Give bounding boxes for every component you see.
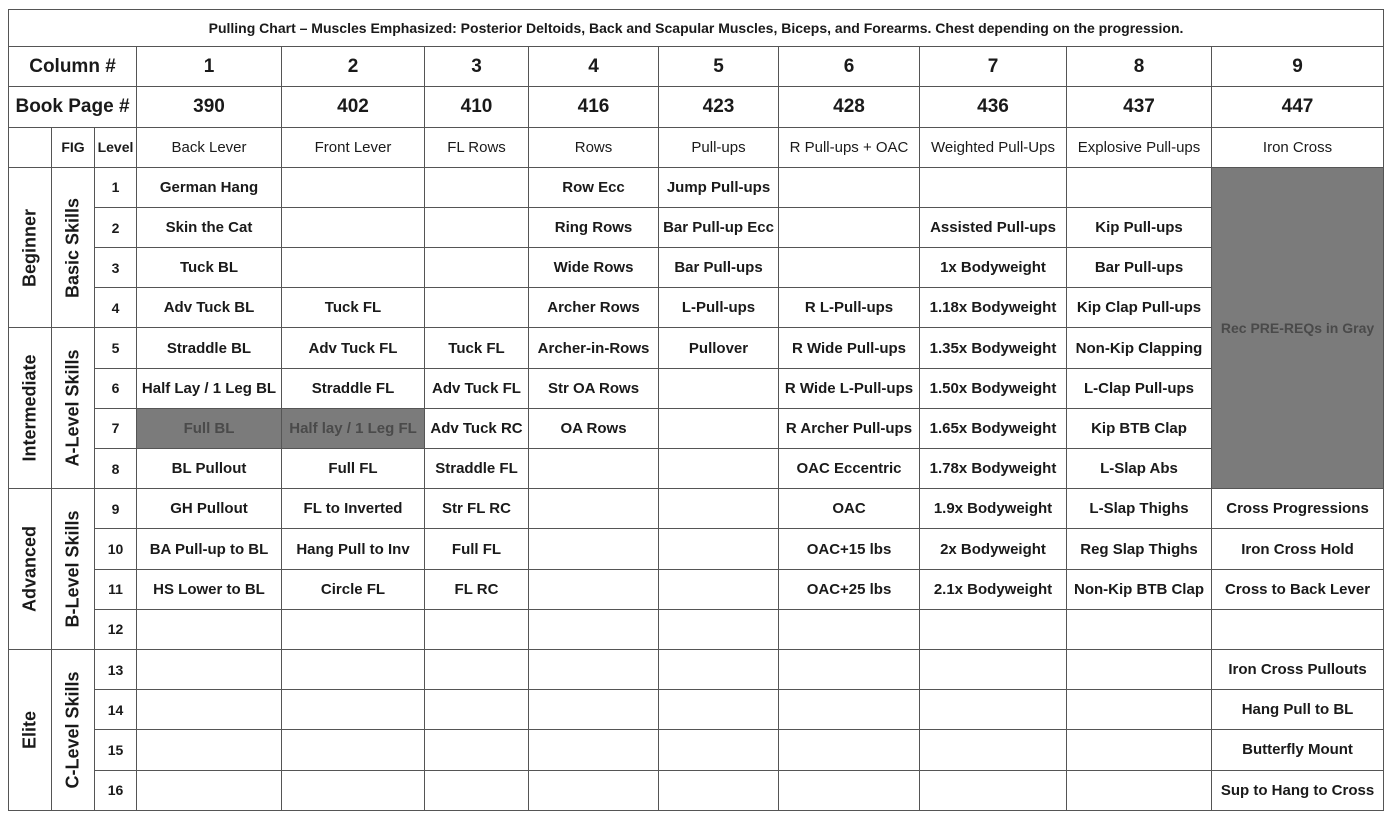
skill-cell: 1.35x Bodyweight [920, 328, 1067, 368]
skill-cell [425, 649, 529, 689]
skill-cell: OAC+15 lbs [779, 529, 920, 569]
skill-level-label: Basic Skills [62, 197, 83, 298]
skill-cell [529, 529, 659, 569]
skill-cell [1067, 167, 1212, 207]
skill-cell: Hang Pull to BL [1212, 690, 1384, 730]
skill-column-header: Iron Cross [1212, 127, 1384, 167]
skill-cell: Non-Kip Clapping [1067, 328, 1212, 368]
difficulty-label: Beginner [19, 208, 40, 287]
skill-level-band [52, 649, 95, 810]
level-number: 13 [95, 649, 137, 689]
book-page-number: 428 [779, 87, 920, 127]
skill-cell: Skin the Cat [137, 207, 282, 247]
column-number: 8 [1067, 47, 1212, 87]
book-page-number: 436 [920, 87, 1067, 127]
skill-cell: Half Lay / 1 Leg BL [137, 368, 282, 408]
skill-cell [137, 690, 282, 730]
skill-level-band [52, 489, 95, 650]
level-number: 8 [95, 449, 137, 489]
skill-cell: Kip Clap Pull-ups [1067, 288, 1212, 328]
level-number: 3 [95, 248, 137, 288]
skill-cell [920, 690, 1067, 730]
level-number: 16 [95, 770, 137, 810]
skill-cell [779, 770, 920, 810]
skill-cell: OAC+25 lbs [779, 569, 920, 609]
skill-cell [282, 649, 425, 689]
level-number: 2 [95, 207, 137, 247]
skill-level-band [52, 167, 95, 328]
skill-cell: BL Pullout [137, 449, 282, 489]
skill-cell: Hang Pull to Inv [282, 529, 425, 569]
column-number: 2 [282, 47, 425, 87]
skill-cell [779, 609, 920, 649]
skill-cell [779, 167, 920, 207]
book-page-number: 390 [137, 87, 282, 127]
difficulty-band [9, 649, 52, 810]
skill-cell [920, 649, 1067, 689]
difficulty-label: Elite [19, 710, 40, 749]
skill-cell: L-Pull-ups [659, 288, 779, 328]
skill-cell [425, 248, 529, 288]
skill-cell: Cross to Back Lever [1212, 569, 1384, 609]
skill-cell [425, 288, 529, 328]
skill-cell: Bar Pull-ups [659, 248, 779, 288]
skill-cell: FL to Inverted [282, 489, 425, 529]
skill-cell [425, 207, 529, 247]
skill-cell [529, 730, 659, 770]
skill-cell: Str FL RC [425, 489, 529, 529]
column-number: 1 [137, 47, 282, 87]
skill-column-header: R Pull-ups + OAC [779, 127, 920, 167]
skill-cell: Butterfly Mount [1212, 730, 1384, 770]
skill-cell: Row Ecc [529, 167, 659, 207]
skill-cell: Adv Tuck BL [137, 288, 282, 328]
skill-cell [1067, 730, 1212, 770]
skill-cell [529, 489, 659, 529]
level-number: 10 [95, 529, 137, 569]
skill-cell [425, 167, 529, 207]
skill-cell: Bar Pull-ups [1067, 248, 1212, 288]
level-number: 14 [95, 690, 137, 730]
level-number: 6 [95, 368, 137, 408]
skill-cell [920, 730, 1067, 770]
book-page-number: 416 [529, 87, 659, 127]
skill-cell: 1.78x Bodyweight [920, 449, 1067, 489]
skill-cell: Reg Slap Thighs [1067, 529, 1212, 569]
level-number: 1 [95, 167, 137, 207]
level-label: Level [95, 127, 137, 167]
prereq-note-cell: Rec PRE-REQs in Gray [1212, 167, 1384, 489]
skill-cell: Adv Tuck RC [425, 408, 529, 448]
skill-cell: Archer-in-Rows [529, 328, 659, 368]
skill-cell [137, 649, 282, 689]
level-number: 9 [95, 489, 137, 529]
skill-cell: Kip BTB Clap [1067, 408, 1212, 448]
level-number: 7 [95, 408, 137, 448]
skill-cell [137, 609, 282, 649]
skill-cell: 2x Bodyweight [920, 529, 1067, 569]
skill-cell [659, 690, 779, 730]
skill-cell: Ring Rows [529, 207, 659, 247]
skill-cell [529, 690, 659, 730]
skill-cell [529, 569, 659, 609]
skill-level-label: C-Level Skills [62, 671, 83, 789]
fig-label: FIG [52, 127, 95, 167]
skill-cell: OA Rows [529, 408, 659, 448]
skill-cell: R L-Pull-ups [779, 288, 920, 328]
skill-cell [779, 649, 920, 689]
column-number-label: Column # [9, 47, 137, 87]
book-page-number: 410 [425, 87, 529, 127]
pulling-chart-table [8, 9, 1384, 811]
skill-cell [425, 690, 529, 730]
skill-cell: Circle FL [282, 569, 425, 609]
skill-cell [282, 730, 425, 770]
skill-cell: Tuck FL [425, 328, 529, 368]
skill-level-band [52, 328, 95, 489]
skill-cell: 1x Bodyweight [920, 248, 1067, 288]
skill-cell: Straddle FL [425, 449, 529, 489]
skill-cell [779, 730, 920, 770]
chart-title: Pulling Chart – Muscles Emphasized: Posterior Deltoids, Back and Scapular Muscles, Biceps, and Forearms. Chest depending on the progression. [9, 10, 1384, 47]
level-number: 11 [95, 569, 137, 609]
skill-cell: Cross Progressions [1212, 489, 1384, 529]
skill-cell [659, 449, 779, 489]
skill-cell: OAC Eccentric [779, 449, 920, 489]
skill-cell [1067, 649, 1212, 689]
skill-cell: Sup to Hang to Cross [1212, 770, 1384, 810]
column-number: 9 [1212, 47, 1384, 87]
skill-cell: Kip Pull-ups [1067, 207, 1212, 247]
difficulty-band [9, 167, 52, 328]
skill-level-label: A-Level Skills [62, 349, 83, 467]
skill-cell [659, 368, 779, 408]
difficulty-band [9, 328, 52, 489]
difficulty-label: Advanced [19, 526, 40, 613]
skill-cell [920, 770, 1067, 810]
skill-cell [425, 770, 529, 810]
skill-cell: R Wide L-Pull-ups [779, 368, 920, 408]
skill-cell [282, 690, 425, 730]
skill-cell [659, 569, 779, 609]
skill-cell: Straddle FL [282, 368, 425, 408]
skill-column-header: Front Lever [282, 127, 425, 167]
column-number: 5 [659, 47, 779, 87]
book-page-number: 447 [1212, 87, 1384, 127]
skill-cell: L-Clap Pull-ups [1067, 368, 1212, 408]
skill-cell [1067, 690, 1212, 730]
skill-column-header: Weighted Pull-Ups [920, 127, 1067, 167]
skill-cell [1212, 609, 1384, 649]
skill-cell [137, 770, 282, 810]
skill-cell: Tuck BL [137, 248, 282, 288]
skill-cell: Archer Rows [529, 288, 659, 328]
skill-cell [779, 207, 920, 247]
skill-cell [282, 609, 425, 649]
skill-cell [920, 609, 1067, 649]
skill-column-header: Pull-ups [659, 127, 779, 167]
skill-cell: Full BL [137, 408, 282, 448]
column-number: 7 [920, 47, 1067, 87]
blank-corner [9, 127, 52, 167]
skill-cell: Pullover [659, 328, 779, 368]
difficulty-label: Intermediate [19, 354, 40, 462]
skill-cell: L-Slap Thighs [1067, 489, 1212, 529]
skill-cell: L-Slap Abs [1067, 449, 1212, 489]
skill-cell [920, 167, 1067, 207]
skill-cell: Str OA Rows [529, 368, 659, 408]
skill-cell: Tuck FL [282, 288, 425, 328]
skill-column-header: Rows [529, 127, 659, 167]
skill-cell [282, 167, 425, 207]
skill-cell: 2.1x Bodyweight [920, 569, 1067, 609]
level-number: 4 [95, 288, 137, 328]
skill-cell: Iron Cross Hold [1212, 529, 1384, 569]
skill-cell: Bar Pull-up Ecc [659, 207, 779, 247]
book-page-label: Book Page # [9, 87, 137, 127]
book-page-number: 402 [282, 87, 425, 127]
column-number: 3 [425, 47, 529, 87]
skill-cell: Full FL [282, 449, 425, 489]
skill-level-label: B-Level Skills [62, 510, 83, 628]
column-number: 6 [779, 47, 920, 87]
skill-cell: GH Pullout [137, 489, 282, 529]
skill-cell: Half lay / 1 Leg FL [282, 408, 425, 448]
skill-cell [1067, 770, 1212, 810]
skill-cell [282, 207, 425, 247]
skill-cell [779, 690, 920, 730]
book-page-number: 423 [659, 87, 779, 127]
skill-cell [137, 730, 282, 770]
skill-cell: R Archer Pull-ups [779, 408, 920, 448]
skill-cell [529, 449, 659, 489]
skill-cell [425, 609, 529, 649]
skill-cell: German Hang [137, 167, 282, 207]
skill-cell: HS Lower to BL [137, 569, 282, 609]
skill-column-header: FL Rows [425, 127, 529, 167]
skill-cell: Adv Tuck FL [425, 368, 529, 408]
skill-cell: 1.9x Bodyweight [920, 489, 1067, 529]
skill-cell: Iron Cross Pullouts [1212, 649, 1384, 689]
skill-cell [659, 489, 779, 529]
skill-cell: Jump Pull-ups [659, 167, 779, 207]
skill-cell [659, 730, 779, 770]
level-number: 5 [95, 328, 137, 368]
skill-cell: 1.50x Bodyweight [920, 368, 1067, 408]
skill-cell [1067, 609, 1212, 649]
skill-cell: FL RC [425, 569, 529, 609]
skill-cell: Wide Rows [529, 248, 659, 288]
skill-cell: Assisted Pull-ups [920, 207, 1067, 247]
skill-cell [529, 649, 659, 689]
column-number: 4 [529, 47, 659, 87]
skill-cell: Non-Kip BTB Clap [1067, 569, 1212, 609]
skill-cell [659, 649, 779, 689]
skill-cell [425, 730, 529, 770]
skill-cell: OAC [779, 489, 920, 529]
skill-cell [529, 770, 659, 810]
skill-cell [659, 408, 779, 448]
skill-cell [659, 529, 779, 569]
skill-cell: R Wide Pull-ups [779, 328, 920, 368]
skill-cell: 1.18x Bodyweight [920, 288, 1067, 328]
skill-cell [659, 609, 779, 649]
skill-cell [282, 248, 425, 288]
skill-column-header: Back Lever [137, 127, 282, 167]
level-number: 15 [95, 730, 137, 770]
skill-cell: BA Pull-up to BL [137, 529, 282, 569]
skill-cell: Adv Tuck FL [282, 328, 425, 368]
skill-cell [779, 248, 920, 288]
skill-cell [282, 770, 425, 810]
skill-cell: 1.65x Bodyweight [920, 408, 1067, 448]
difficulty-band [9, 489, 52, 650]
skill-column-header: Explosive Pull-ups [1067, 127, 1212, 167]
level-number: 12 [95, 609, 137, 649]
book-page-number: 437 [1067, 87, 1212, 127]
skill-cell [659, 770, 779, 810]
skill-cell: Straddle BL [137, 328, 282, 368]
skill-cell: Full FL [425, 529, 529, 569]
skill-cell [529, 609, 659, 649]
